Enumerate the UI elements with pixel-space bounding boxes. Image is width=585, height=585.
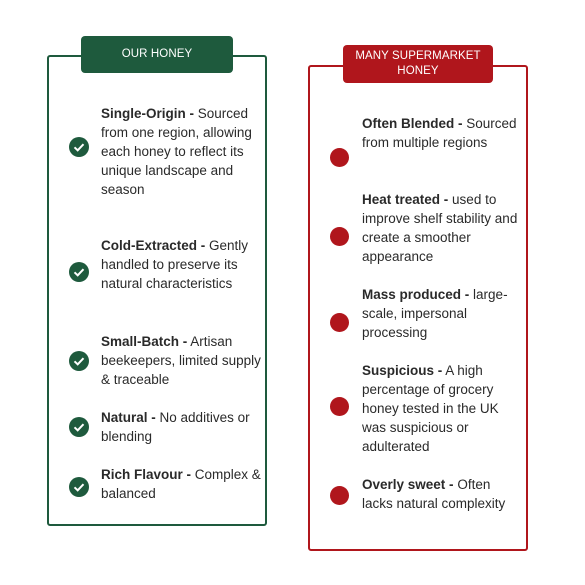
- item-title: Mass produced -: [362, 287, 470, 302]
- red-dot-icon: [330, 397, 349, 416]
- red-dot-icon: [330, 313, 349, 332]
- item-title: Natural -: [101, 410, 156, 425]
- check-circle-icon: [69, 137, 89, 157]
- item-title: Heat treated -: [362, 192, 449, 207]
- item-title: Cold-Extracted -: [101, 238, 206, 253]
- red-dot-icon: [330, 148, 349, 167]
- check-circle-icon: [69, 351, 89, 371]
- item-text: A high percentage of grocery honey tested in the UK was suspicious or adulterated: [362, 363, 499, 454]
- item-title: Small-Batch -: [101, 334, 188, 349]
- check-circle-icon: [69, 262, 89, 282]
- item-text: Complex & balanced: [101, 467, 261, 501]
- item-text: Sourced from one region, allowing each honey to reflect its unique landscape and season: [101, 106, 252, 197]
- supermarket-honey-label: MANY SUPERMARKET HONEY: [343, 45, 493, 83]
- item-text: Gently handled to preserve its natural characteristics: [101, 238, 249, 291]
- supermarket-honey-item: [362, 190, 520, 266]
- supermarket-honey-item: [362, 114, 520, 152]
- our-honey-item: [101, 408, 261, 446]
- item-title: Single-Origin -: [101, 106, 194, 121]
- red-dot-icon: [330, 227, 349, 246]
- item-title: Suspicious -: [362, 363, 443, 378]
- red-dot-icon: [330, 486, 349, 505]
- item-text: Artisan beekeepers, limited supply & traceable: [101, 334, 261, 387]
- item-text: large-scale, impersonal processing: [362, 287, 508, 340]
- item-title: Rich Flavour -: [101, 467, 192, 482]
- item-text: No additives or blending: [101, 410, 250, 444]
- supermarket-honey-item: [362, 475, 520, 513]
- item-text: used to improve shelf stability and create a smoother appearance: [362, 192, 518, 264]
- our-honey-item: [101, 332, 261, 389]
- supermarket-honey-item: [362, 285, 520, 342]
- our-honey-item: [101, 104, 261, 199]
- item-text: Sourced from multiple regions: [362, 116, 517, 150]
- our-honey-item: [101, 236, 261, 293]
- check-circle-icon: [69, 477, 89, 497]
- supermarket-honey-item: [362, 361, 520, 456]
- item-title: Overly sweet -: [362, 477, 454, 492]
- check-circle-icon: [69, 417, 89, 437]
- item-title: Often Blended -: [362, 116, 463, 131]
- our-honey-label: OUR HONEY: [81, 36, 233, 73]
- item-text: Often lacks natural complexity: [362, 477, 506, 511]
- our-honey-item: [101, 465, 261, 503]
